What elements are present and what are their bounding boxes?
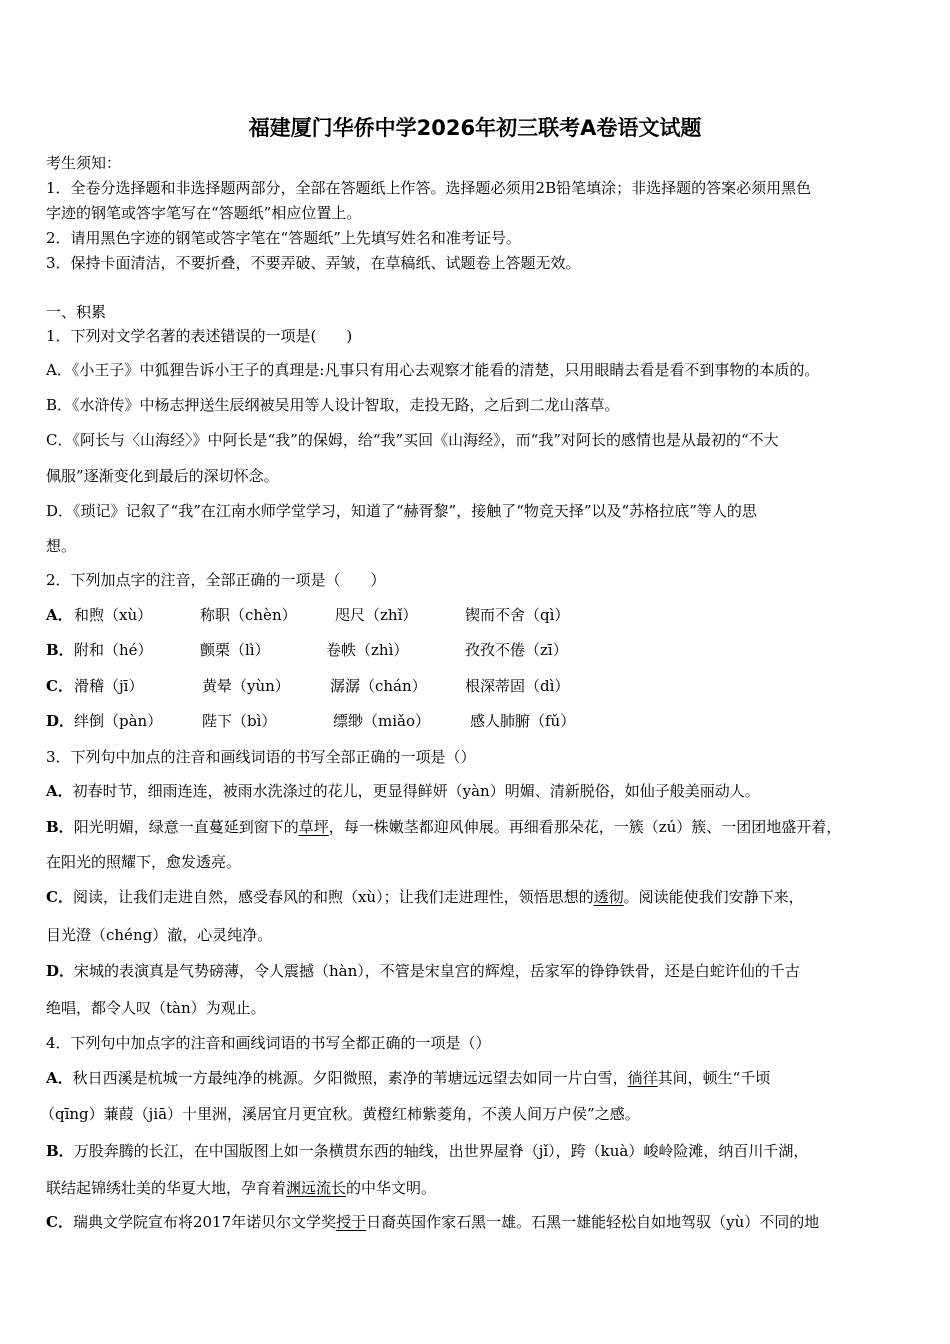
q4-option-a-text: 秋日西溪是杭城一方最纯净的桃源。夕阳微照，素净的苇塘远远望去如同一片白雪， <box>72 1069 628 1087</box>
q2-c-item-1: 滑稽（jī） <box>74 677 144 695</box>
q2-d-item-2: 陛下（bì） <box>202 712 277 730</box>
underlined-word: 授于 <box>336 1213 367 1231</box>
q2-a-item-1: 和煦（xù） <box>74 606 153 624</box>
q3-option-b-text-rest: ，每一株嫩茎都迎风伸展。再细看那朵花，一簇（zú）簇、一团团地盛开着， <box>328 818 842 836</box>
q4-option-a-text-rest: 其间，顿生“千顷 <box>657 1069 771 1087</box>
q2-b-item-3: 卷帙（zhì） <box>326 641 409 659</box>
notice-item-1: 1．全卷分选择题和非选择题两部分，全部在答题纸上作答。选择题必须用2B铅笔填涂；非选择题的答案必须用黑色 <box>46 179 812 197</box>
q1-option-c-cont: 佩服”逐渐变化到最后的深切怀念。 <box>46 467 279 485</box>
q4-option-b-cont-text: 联结起锦绣壮美的华夏大地，孕育着 <box>46 1179 287 1197</box>
q3-option-a-label: A． <box>46 782 73 800</box>
q4-option-b-text: 万股奔腾的长江，在中国版图上如一条横贯东西的轴线，出世界屋脊（jǐ），跨（kuà）峻岭险滩，纳百川千湖， <box>73 1142 809 1160</box>
q4-option-b-label: B． <box>46 1142 74 1160</box>
q2-c-item-3: 潺潺（chán） <box>330 677 427 695</box>
q3-option-c-cont: 目光澄（chéng）澈，心灵纯净。 <box>46 926 273 944</box>
q1-stem: 1．下列对文学名著的表述错误的一项是( ) <box>46 327 353 345</box>
q4-option-b-cont-rest: 的中华文明。 <box>346 1179 437 1197</box>
q2-d-item-1: 绊倒（pàn） <box>74 712 163 730</box>
q2-d-item-4: 感人肺腑（fǔ） <box>470 712 576 730</box>
underlined-word: 渊远流长 <box>286 1179 347 1197</box>
notice-item-2: 2．请用黑色字迹的钢笔或答字笔在“答题纸”上先填写姓名和准考证号。 <box>46 229 521 247</box>
q4-option-a-label: A． <box>46 1069 73 1087</box>
q4-option-c-text: 瑞典文学院宣布将2017年诺贝尔文学奖 <box>72 1213 337 1231</box>
q2-option-d-label: D． <box>46 712 75 730</box>
notice-heading: 考生须知： <box>46 154 122 172</box>
q3-option-c-label: C． <box>46 888 73 906</box>
q3-option-b-cont: 在阳光的照耀下，愈发透亮。 <box>46 853 242 871</box>
q2-option-a-label: A． <box>46 606 73 624</box>
q4-option-c <box>46 1212 819 1232</box>
q3-option-b-label: B． <box>46 818 74 836</box>
notice-item-1-cont: 字迹的钢笔或答字笔写在“答题纸”相应位置上。 <box>46 204 362 222</box>
q3-option-c <box>46 887 804 907</box>
q4-option-a-cont: （qīng）蒹葭（jiā）十里洲，溪居宜月更宜秋。黄橙红柿紫菱角，不羡人间万户侯”之感。 <box>40 1105 640 1123</box>
q4-option-a <box>46 1068 770 1088</box>
section-heading: 一、积累 <box>46 303 107 321</box>
q3-option-c-text: 阅读，让我们走进自然，感受春风的和煦（xù）；让我们走进理性，领悟思想的 <box>72 888 594 906</box>
q2-d-item-3: 缥缈（miǎo） <box>333 712 430 730</box>
q3-option-b <box>46 817 841 837</box>
q2-option-c-label: C． <box>46 677 73 695</box>
q1-option-b: B．《水浒传》中杨志押送生辰纲被吴用等人设计智取，走投无路，之后到二龙山落草。 <box>46 396 620 414</box>
q3-option-d-text: 宋城的表演真是气势磅薄，令人震撼（hàn），不管是宋皇宫的辉煌，岳家军的铮铮铁骨，还是白蛇许仙的千古 <box>74 962 800 980</box>
q2-a-item-3: 咫尺（zhǐ） <box>335 606 418 624</box>
q3-option-a <box>46 781 760 801</box>
q2-a-item-2: 称职（chèn） <box>200 606 297 624</box>
q1-option-d-cont: 想。 <box>46 537 77 555</box>
q2-b-item-4: 孜孜不倦（zī） <box>465 641 568 659</box>
page-title: 福建厦门华侨中学2026年初三联考A卷语文试题 <box>248 116 702 140</box>
q2-b-item-1: 附和（hé） <box>74 641 153 659</box>
q2-b-item-2: 颤栗（lì） <box>200 641 270 659</box>
q2-stem: 2．下列加点字的注音，全部正确的一项是（ ） <box>46 571 386 589</box>
q4-option-b-cont <box>46 1178 436 1198</box>
q3-option-a-text: 初春时节，细雨连连，被雨水洗涤过的花儿，更显得鲜妍（yàn）明媚、清新脱俗，如仙子般美丽动人。 <box>72 782 760 800</box>
q3-stem: 3．下列句中加点的注音和画线词语的书写全部正确的一项是（） <box>46 748 476 766</box>
q1-option-a: A．《小王子》中狐狸告诉小王子的真理是:凡事只有用心去观察才能看的清楚，只用眼睛去看是看不到事物的本质的。 <box>46 361 820 379</box>
q4-option-c-text-rest: 日裔英国作家石黑一雄。石黑一雄能轻松自如地驾驭（yù）不同的地 <box>366 1213 820 1231</box>
q3-option-b-text: 阳光明媚，绿意一直蔓延到窗下的 <box>73 818 299 836</box>
q4-stem: 4．下列句中加点字的注音和画线词语的书写全都正确的一项是（） <box>46 1034 491 1052</box>
q2-option-b-label: B． <box>46 641 74 659</box>
q3-option-c-text-rest: 。阅读能使我们安静下来， <box>623 888 804 906</box>
q2-c-item-2: 黄晕（yùn） <box>202 677 290 695</box>
underlined-word: 草坪 <box>298 818 329 836</box>
q1-option-c: C．《阿长与〈山海经〉》中阿长是“我”的保姆，给“我”买回《山海经》，而“我”对阿长的感情也是从最初的“不大 <box>46 431 779 449</box>
q2-a-item-4: 锲而不舍（qì） <box>465 606 570 624</box>
q3-option-d <box>46 961 800 981</box>
q1-option-d: D．《琐记》记叙了“我”在江南水师学堂学习，知道了“赫胥黎”，接触了“物竞天择”以及“苏格拉底”等人的思 <box>46 502 757 520</box>
q3-option-d-label: D． <box>46 962 75 980</box>
q4-option-c-label: C． <box>46 1213 73 1231</box>
q2-c-item-4: 根深蒂固（dì） <box>465 677 570 695</box>
q3-option-d-cont: 绝唱，都令人叹（tàn）为观止。 <box>46 999 266 1017</box>
notice-item-3: 3．保持卡面清洁，不要折叠，不要弄破、弄皱，在草稿纸、试题卷上答题无效。 <box>46 254 581 272</box>
underlined-word: 徜徉 <box>627 1069 658 1087</box>
q4-option-b <box>46 1141 808 1161</box>
underlined-word: 透彻 <box>593 888 624 906</box>
